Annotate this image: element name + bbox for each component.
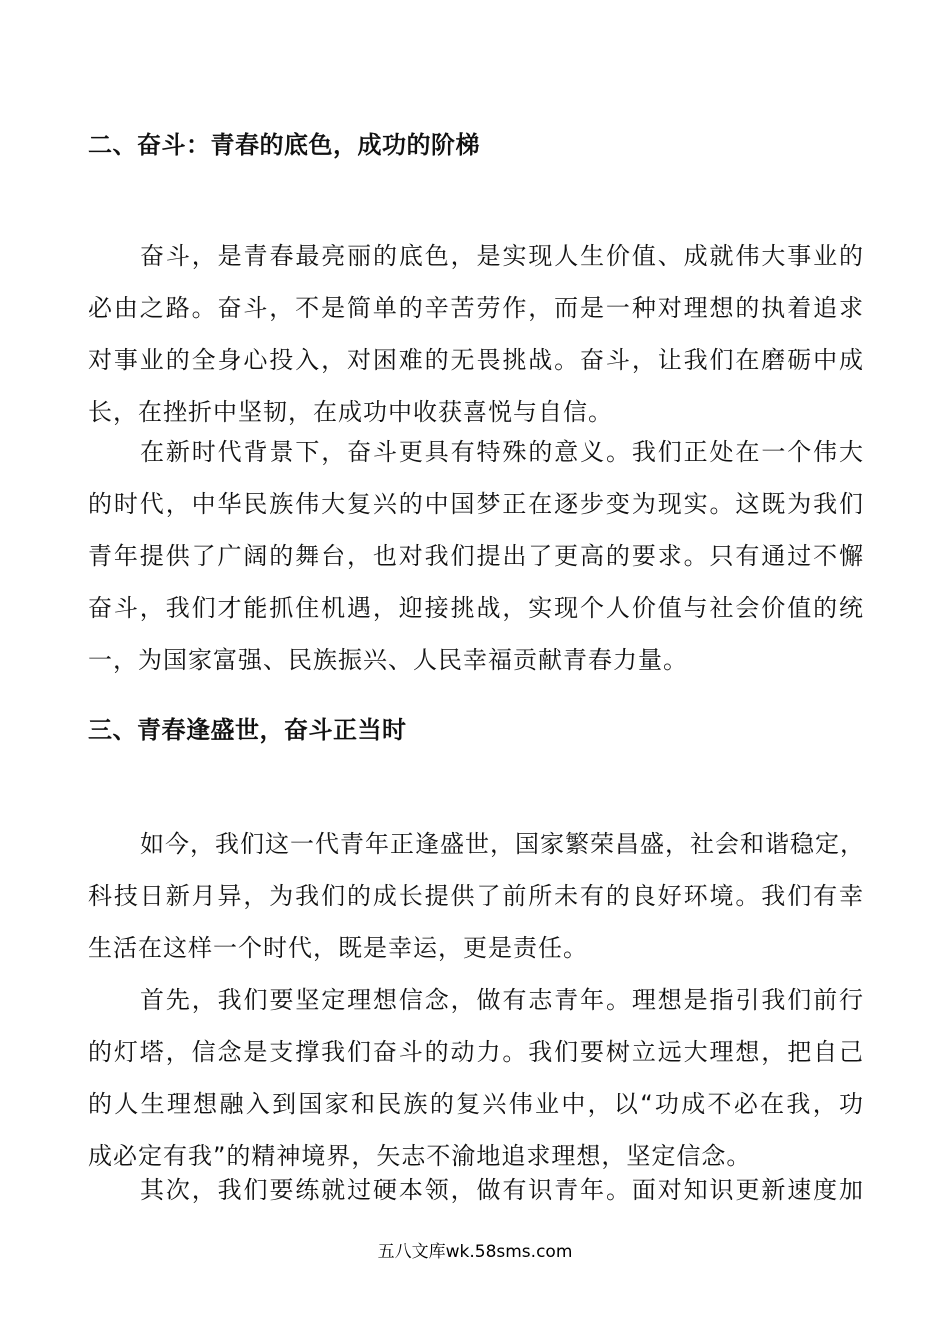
paragraph-line: 奋斗，是青春最亮丽的底色，是实现人生价值、成就伟大事业的 (140, 242, 864, 270)
paragraph-line: 科技日新月异，为我们的成长提供了前所未有的良好环境。我们有幸 (88, 882, 864, 910)
paragraph-line: 的人生理想融入到国家和民族的复兴伟业中，以“功成不必在我，功 (88, 1090, 864, 1118)
paragraph-line: 长，在挫折中坚韧，在成功中收获喜悦与自信。 (88, 398, 613, 426)
section-heading: 三、青春逢盛世，奋斗正当时 (88, 716, 407, 744)
page-footer: 五八文库wk.58sms.com (377, 1242, 573, 1262)
paragraph-line: 其次，我们要练就过硬本领，做有识青年。面对知识更新速度加 (140, 1176, 864, 1204)
paragraph (88, 818, 864, 974)
paragraph-line: 的灯塔，信念是支撑我们奋斗的动力。我们要树立远大理想，把自己 (88, 1038, 864, 1066)
paragraph-line: 如今，我们这一代青年正逢盛世，国家繁荣昌盛，社会和谐稳定， (140, 830, 865, 858)
section-heading: 二、奋斗：青春的底色，成功的阶梯 (88, 131, 480, 159)
paragraph-line: 成必定有我”的精神境界，矢志不渝地追求理想，坚定信念。 (88, 1142, 752, 1170)
paragraph-line: 首先，我们要坚定理想信念，做有志青年。理想是指引我们前行 (140, 986, 864, 1014)
paragraph (88, 426, 864, 686)
paragraph-line: 对事业的全身心投入，对困难的无畏挑战。奋斗，让我们在磨砺中成 (88, 346, 864, 374)
paragraph-line: 青年提供了广阔的舞台，也对我们提出了更高的要求。只有通过不懈 (88, 542, 864, 570)
paragraph-line: 的时代，中华民族伟大复兴的中国梦正在逐步变为现实。这既为我们 (88, 490, 864, 518)
paragraph (88, 1164, 864, 1216)
paragraph-line: 在新时代背景下，奋斗更具有特殊的意义。我们正处在一个伟大 (140, 438, 864, 466)
paragraph-line: 必由之路。奋斗，不是简单的辛苦劳作，而是一种对理想的执着追求 (88, 294, 864, 322)
paragraph-line: 一，为国家富强、民族振兴、人民幸福贡献青春力量。 (88, 646, 688, 674)
paragraph-line: 奋斗，我们才能抓住机遇，迎接挑战，实现个人价值与社会价值的统 (88, 594, 864, 622)
paragraph (88, 230, 864, 438)
paragraph (88, 974, 864, 1182)
paragraph-line: 生活在这样一个时代，既是幸运，更是责任。 (88, 934, 588, 962)
